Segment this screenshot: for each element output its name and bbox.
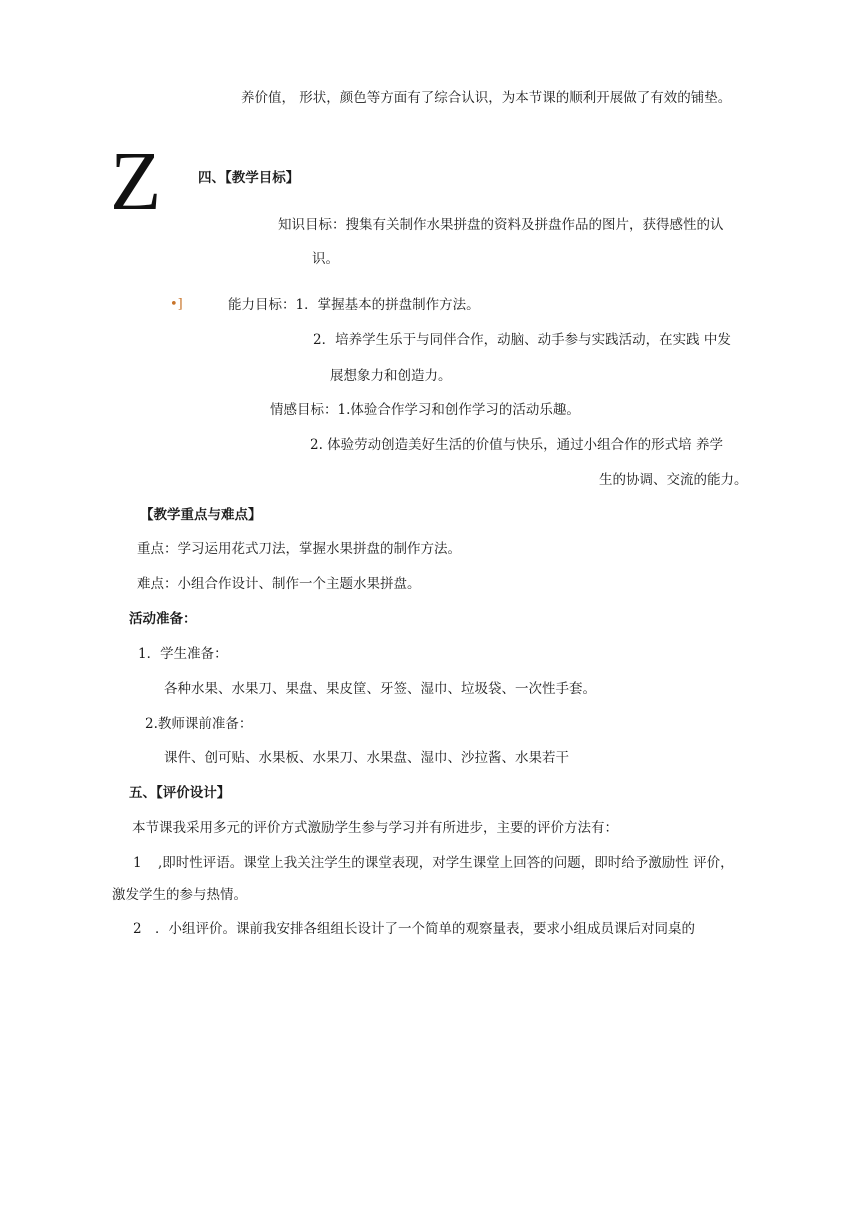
paragraph-line: 知识目标：搜集有关制作水果拼盘的资料及拼盘作品的图片，获得感性的认 xyxy=(278,217,724,233)
bullet-marker: •] xyxy=(170,297,183,312)
paragraph-line: 激发学生的参与热情。 xyxy=(112,887,247,903)
paragraph-line: 1．学生准备： xyxy=(138,646,228,662)
subheading-preparation: 活动准备： xyxy=(129,611,197,627)
paragraph-line: 展想象力和创造力。 xyxy=(330,368,452,384)
paragraph-line: 各种水果、水果刀、果盘、果皮筐、牙签、湿巾、垃圾袋、一次性手套。 xyxy=(164,681,596,697)
paragraph-line: 2．培养学生乐于与同伴合作，动脑、动手参与实践活动，在实践 中发 xyxy=(313,332,731,348)
paragraph-line: 能力目标：1．掌握基本的拼盘制作方法。 xyxy=(228,297,480,313)
subheading-key-points: 【教学重点与难点】 xyxy=(140,507,262,523)
paragraph-line: 难点：小组合作设计、制作一个主题水果拼盘。 xyxy=(137,576,421,592)
paragraph-line: 课件、创可贴、水果板、水果刀、水果盘、湿巾、沙拉酱、水果若干 xyxy=(164,750,569,766)
paragraph-line: 2.教师课前准备： xyxy=(145,716,253,732)
list-number: 1 xyxy=(133,855,142,871)
paragraph-line: 养价值， 形状，颜色等方面有了综合认识，为本节课的顺利开展做了有效的铺垫。 xyxy=(241,90,732,106)
paragraph-line: 生的协调、交流的能力。 xyxy=(599,472,748,488)
paragraph-line: 本节课我采用多元的评价方式激励学生参与学习并有所进步，主要的评价方法有： xyxy=(132,820,618,836)
paragraph-line: 重点：学习运用花式刀法，掌握水果拼盘的制作方法。 xyxy=(137,541,461,557)
paragraph-line: 情感目标：1.体验合作学习和创作学习的活动乐趣。 xyxy=(270,402,580,418)
paragraph-line: 2. 体验劳动创造美好生活的价值与快乐，通过小组合作的形式培 养学 xyxy=(310,437,723,453)
section-heading-evaluation: 五、【评价设计】 xyxy=(129,785,231,801)
section-heading-teaching-goals: 四、【教学目标】 xyxy=(198,170,300,186)
paragraph-line: ,即时性评语。课堂上我关注学生的课堂表现，对学生课堂上回答的问题，即时给予激励性 评价， xyxy=(158,855,734,871)
paragraph-line: ．小组评价。课前我安排各组组长设计了一个简单的观察量表，要求小组成员课后对同桌的 xyxy=(155,921,695,937)
list-number: 2 xyxy=(133,921,142,937)
decorative-letter: Z xyxy=(110,135,162,228)
paragraph-line: 识。 xyxy=(312,251,339,267)
